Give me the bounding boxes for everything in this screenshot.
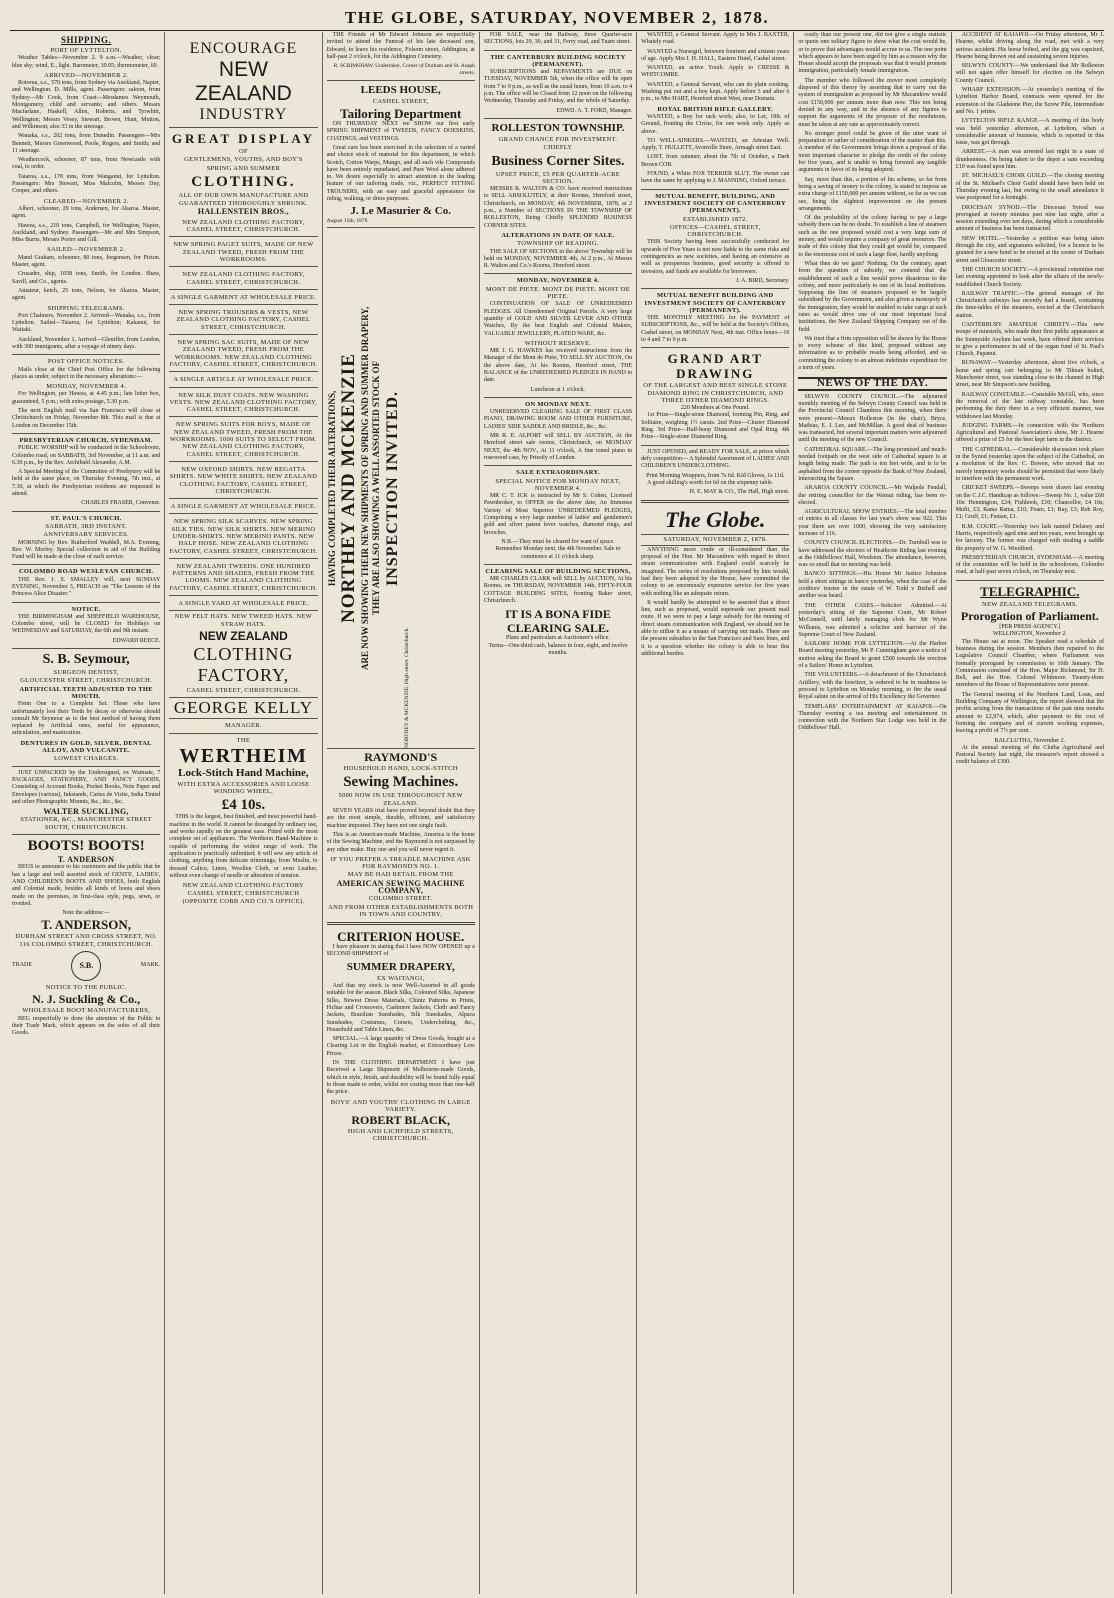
shipping-text: Weathercock, schooner, 87 tons, from Newcastle with coal, to order.: [12, 157, 161, 171]
cleared-heading: CLEARED—NOVEMBER 2.: [43, 197, 129, 205]
divider: [641, 288, 789, 289]
shipping-text: Albert, schooner, 29 tons, Andersen, for Akaroa. Master, agent.: [12, 205, 161, 220]
factory-line: NEW ZEALAND CLOTHING FACTORY: [182, 882, 305, 890]
criterion-heading: CRITERION HOUSE.: [337, 929, 465, 945]
society-text: THE MONTHLY MEETING for the PAYMENT of SUBSCRIPTIONS, &c., will be held at the Society's Offices, Cashel street, on MONDAY Next, 4th inst. Office hours—10 to 4 and 7 to 9 p.m.: [641, 315, 790, 343]
auction-text: UNRESERVED CLEARING SALE OF FIRST CLASS PIANO, DRAWING ROOM AND OTHER FURNITURE, LADIES' SIDE SADDLE AND BRIDLE, &c., &c.: [483, 409, 633, 430]
nz-heading-2: NEW ZEALAND: [199, 628, 288, 643]
shipping-heading: SHIPPING.: [61, 35, 112, 45]
sac-suits-ad: NEW SPRING SAC SUITS, MADE OF NEW ZEALAND TWEED, FRESH FROM THE WORKROOMS. NEW ZEALAND CLOTHING FACTORY, CASHEL STREET, CHRISTCHURCH.: [169, 337, 317, 372]
spring-line: SPRING AND SUMMER: [206, 164, 281, 172]
dentist-address: GLOUCESTER STREET, CHRISTCHURCH.: [20, 677, 153, 685]
news-item: RAILWAY TRAFFIC.—The general manager of the Christchurch railways has recently had a board, containing the time-tables of the steamers, erected at the Christchurch station.: [955, 290, 1104, 319]
tailoring-text: Great care has been exercised in the selection of a varied and choice stock of material for this department, in which Scotch, Cotton Warps, Mungo, and all such vile Compounds have been entirely repudiated, and Pure Wool alone adhered to. We desire especially to attract attention to the leading feature of our tailoring trade, viz., PERFECT FITTING TROUSERS, with an easy and graceful appearance for riding, walking, or dress purposes.: [326, 144, 475, 203]
funeral-notice: THE Friends of Mr Edward Johnson are respectfully invited to attend the Funeral of his late deceased son, Edward, to leave his residence, Folsom street, Addington, at half-past 2 o'clock, for the Addington Cemetery.: [326, 32, 475, 60]
notice-text: THE BIRMINGHAM and SHEFFIELD WAREHOUSE, Colombo street, will be CLOSED for Holidays on WEDNESDAY and SATURDAY, the 6th and 9th instant.: [12, 613, 161, 635]
editorial-text: The member who followed the mover most completely disposed of this theory by asserting that to carry out the system of immigration as proposed by Mr Macandrew would cost £150,000 per annum more than now. This not being denied in any way, and in the absence of any figures to support the arguments of the proposer of the resolutions, must be taken at any rate as approximately correct.: [798, 77, 947, 128]
wertheim-heading: WERTHEIM: [179, 744, 308, 767]
news-item: ST. MICHAEL'S CHOIR GUILD.—The closing meeting of the St. Michael's Choir Guild should have been held on Thursday evening last, but owing to the small attendance it was postponed for a fortnight.: [955, 173, 1104, 202]
dateline: BALCLUTHA, November 2.: [994, 737, 1066, 744]
underclothing-ad: JUST OPENED, and READY FOR SALE, at prices which defy competition— A Splendid Assortment of LADIES' AND CHILDREN'S UNDERCLOTHING.: [641, 448, 790, 470]
investment-line: GRAND CHANCE FOR INVESTMENT.: [498, 135, 618, 143]
tailoring-heading: Tailoring Department: [340, 106, 462, 122]
column-7: [952, 32, 1108, 1594]
paget-suits: NEW SPRING PAGET SUITS, MADE OF NEW ZEALAND TWEED, FRESH FROM THE WORKROOMS.: [169, 239, 317, 267]
news-item: THE VOLUNTEERS.—A detachment of the Christchurch Artillery, with the howitzer, is ordered to be in readiness to proceed to Lyttelton on Monday morning, to fire the usual Royal salute on the arrival of His Excellency the Governor.: [798, 672, 947, 701]
factory-line: NEW ZEALAND CLOTHING FACTORY, CASHEL STREET, CHRISTCHURCH.: [169, 269, 317, 290]
industry-heading: INDUSTRY: [199, 106, 288, 123]
the-line: THE: [236, 736, 251, 744]
news-item: JUDGING FARMS.—In connection with the Northern Agricultural and Pastoral Association's show, Mr J. Hearne offered a prize of £5 for the best kept farm in the district.: [955, 422, 1104, 444]
tailoring-text: ON THURSDAY NEXT we SHOW our first early SPRING SHIPMENT of TWEEDS, FANCY DOESKINS, COATINGS, and VESTINGS.: [326, 121, 475, 142]
news-item: THE CHURCH SOCIETY.—A provisional committee met last evening appointed to look after the affairs of the newly-established Church Society.: [955, 266, 1104, 288]
sabbath-line: SABBATH, 3RD INSTANT.: [45, 522, 127, 530]
mutual-heading-2: MUTUAL BENEFIT BUILDING AND INVESTMENT SOCIETY OF CANTERBURY (PERMANENT).: [644, 292, 787, 314]
single-article: A SINGLE ARTICLE AT WHOLESALE PRICE.: [169, 374, 317, 387]
cashel-line: CASHEL STREET, CHRISTCHURCH.: [186, 686, 301, 694]
wanted-ad: WANTED, a General Servant. Apply to Mrs J. BAXTER, Whately road.: [641, 32, 790, 46]
vertical-line: NORTHEY & MCKENZIE, High street, Christchurch.: [403, 627, 410, 749]
signature: EDWD. A. T. FORD, Manager.: [556, 107, 633, 114]
shipping-text: Auckland, November 1. Arrived—Gleniffer, from London, with 300 immigrants, after a voyage of ninety days.: [12, 336, 161, 350]
next-monday-heading: ON MONDAY NEXT.: [525, 400, 591, 408]
mutual-heading: MUTUAL BENEFIT, BUILDING, AND INVESTMENT SOCIETY OF CANTERBURY (PERMANENT).: [644, 192, 787, 215]
remember-line: Remember Monday next, the 4th November. Sale to commence at 11 o'clock sharp.: [495, 546, 621, 560]
business-heading: Business Corner Sites.: [491, 153, 625, 169]
editorial-text: What then do we gain? Nothing. On the contrary, apart from the question of subsidy, we contend that the establishment of such a line would prove disastrous to the colony, and more particularly to one of its local institutions. Supposing the line of steamers proposed to be largely subsidised by the Government, and also given a monopoly of the immigration, they would be enabled to take cargo at such rates as would drive one of our most important local institutions, the New Zealand Shipping Company out of the field.: [798, 260, 947, 333]
raymond-heading: RAYMOND'S: [364, 750, 438, 765]
auction-text: MR CHARLES CLARK will SELL by AUCTION, At his Rooms, on THURSDAY, NOVEMBER 14th, FIFTY-FOUR COTTAGE BUILDING SITES, fronting Baker street, Christchurch.: [483, 576, 633, 604]
piete-heading: MONT DE PIETE. MONT DE PIETE. MONT DE PIETE.: [485, 285, 631, 301]
found-ad: FOUND, a White FOX TERRIER SLUT. The owner can have the same by applying to J. MANNING, Oxford terrace.: [641, 171, 790, 185]
vertical-line: ARE NOW SHOWING THEIR NEW SHIPMENTS OF SPRING AND SUMMER DRAPERY,: [359, 306, 370, 670]
editorial-text: ANYTHING more crude or ill-considered than the proposal of the Hon. Mr Macandrew with regard to direct steam communication with England could scarcely be imagined. The series of resolutions proposed by him would, had they been adopted by the House, have committed the colony to an enormously expensive service for five years with nothing like an adequate return.: [641, 546, 790, 597]
art-drawing-heading: GRAND ART DRAWING: [667, 351, 763, 382]
divider: [12, 511, 160, 512]
kelly-name: GEORGE KELLY: [169, 697, 317, 719]
column-3: [323, 32, 480, 1594]
suckling-address: STATIONER, &C., MANCHESTER STREET SOUTH, CHRISTCHURCH.: [20, 816, 153, 831]
divider: [12, 354, 160, 355]
news-item: CRICKET SWEEPS.—Sweeps were drawn last evening on the C.J.C. Handicap as follows:—Sweep No. 1, value £68 10s: Hennington, £24; Fishhook, £10; Chancellor, £4 10s; Mufti, £3; Rama Rama, £10; Foam, £1; Bay, £3; Rob Roy, £1; Gruff, £1; Fenian, £1.: [955, 485, 1104, 521]
auction-text: THE SALE OF SECTIONS in the above Township will be held on MONDAY, NOVEMBER 4th, At 2 p.m., At Messrs R. Walton and Co.'s Rooms, Hereford street.: [483, 248, 633, 270]
seal-text: S.B.: [79, 961, 94, 971]
wesleyan-heading: COLOMBO ROAD WESLEYAN CHURCH.: [18, 568, 154, 576]
news-item: RAILWAY CONSTABLE.—Constable McGill, who, since the removal of the late railway constable, has been performing the duty there in a very efficient manner, was withdrawn last Monday.: [955, 391, 1104, 420]
nb-line: N.B.—They must be cleared for want of space.: [501, 538, 615, 545]
divider: [956, 580, 1104, 581]
shilling-line: A good shilling's worth for 6d on the sixpenny table.: [647, 479, 774, 486]
column-1: [8, 32, 165, 1594]
established-line: ESTABLISHED 1872.: [683, 215, 748, 223]
lockstitch-heading: Lock-Stitch Hand Machine,: [178, 766, 309, 779]
post-text: For Wellington, per Hawea, at 4.45 p.m.; late letter box, guaranteed, 5 p.m.; with extra postage, 5.30 p.m.: [12, 391, 161, 405]
editorial-text: costly than our present one, did not give a single statistic or quote one solitary figure to show what the cost would be, or to prove that advantages would accrue to us. The one point which appears to have been urged by him as a reason why the House should accept the proposals was that it would promote immigration, particularly female immigration.: [798, 32, 947, 75]
divider: [641, 347, 789, 348]
scarves-ad: NEW SPRING SILK SCARVES. NEW SPRING SILK TIES. NEW SILK SHIRTS. NEW MERINO UNDER-SHIRTS. NEW MERINO PANTS. NEW HALF HOSE. NEW ZEALAND CLOTHING FACTORY, CASHEL STREET, CHRISTCHURCH.: [169, 516, 317, 558]
criterion-text: I have pleasure in stating that I have NOW OPENED up a SECOND SHIPMENT of: [326, 944, 475, 958]
news-item: CATHEDRAL SQUARE.—The long-promised and much-needed footpath on the west side of Cathedral square is at length being made. The path is ten feet wide, and is to be asphalted from the corner opposite the Bank of New Zealand, intersecting the Square.: [798, 446, 947, 482]
suckling-co-name: N. J. Suckling & Co.,: [32, 992, 141, 1007]
news-item: THE CATHEDRAL.—Considerable discussion took place in the Synod yesterday upon the subject of the Cathedral, on a resolution of the Rev. C. Bowen, who moved that no merely temporary works should be permitted that were likely to interfere with the permanent work.: [955, 446, 1104, 482]
shipping-text: Hawea, s.s., 210 tons, Campbell, for Wellington, Napier, Auckland, and Sydney. Passengers—Mr and Mrs Simpson, Miss Burns, Messrs Porter and Gill.: [12, 222, 161, 244]
port-heading: PORT OF LYTTELTON.: [50, 47, 122, 54]
divider: [484, 118, 632, 119]
divider: [327, 922, 475, 925]
news-item: SELWYN COUNTY COUNCIL.—The adjourned monthly meeting of the Selwyn County Council was held in the Provincial Council Chambers this morning, when there were present—Messrs Rolleston (in the chair), Bryce, Mathias, E. J. Lee, and McMillan. A good deal of business was transacted, but several important matters were adjourned until the meeting of the new Council.: [798, 393, 947, 444]
colombo-line: COLOMBO STREET.: [368, 895, 433, 903]
news-item: TEMPLARS' ENTERTAINMENT AT KAIAPOI.—On Thursday evening a tea meeting and entertainment in connection with the Northern Star Lodge was held in the Oddfellows' Hall.: [798, 703, 947, 732]
divider: [484, 465, 632, 466]
largest-line: OF THE LARGEST AND BEST SINGLE STONE DIAMOND RING IN CHRISTCHURCH, AND THREE OTHER DIAMOND RINGS.: [643, 382, 788, 404]
stationery-text: JUST UNPACKED by the Undersigned, ex Waimate, 7 PACKAGES, STATIONERY, AND FANCY GOODS, Consisting of Account Books, Pocket Books, Note Paper and Envelopes (various), Inkstands, Cartes de Visite, India Tinted and other Photographic Mounts, &c., &c., &c.: [12, 769, 161, 805]
divider: [641, 445, 789, 446]
wanted-ad: WANTED a Nursegirl, between fourteen and sixteen years of age. Apply Mrs J. H. HALL, Eastern Hotel, Cashel street.: [641, 48, 790, 62]
treadle-line: IF YOU PREFER A TREADLE MACHINE ASK FOR RAYMOND'S NO. 1.: [330, 855, 471, 871]
church-text: MORNING by Rev. Rutherford Waddell, M.A. Evening, Rev. W. Morley. Special collection in aid of the Building Fund will be made at the close of each service.: [12, 539, 161, 561]
news-item: BANCO SITTINGS.—His Honor Mr Justice Johnston held a short sittings in banco yesterday, when the case of the creditors' trustee in the estate of W. Todd v Bethell and another was heard.: [798, 571, 947, 600]
shipping-text: Port Chalmers, November 2. Arrived—Wanaka, s.s., from Lyttelton. Sailed—Taiaroa, for Lyttelton; Kakanui, for Waitaki.: [12, 312, 161, 334]
masthead: THE GLOBE, SATURDAY, NOVEMBER 2, 1878.: [10, 6, 1104, 31]
monday-heading: MONDAY, NOVEMBER 4.: [516, 277, 600, 285]
lemasurier-date: August 15th, 1878.: [326, 218, 369, 225]
trousers-ad: NEW SPRING TROUSERS & VESTS, NEW ZEALAND CLOTHING FACTORY, CASHEL STREET, CHRISTCHURCH.: [169, 307, 317, 335]
shipping-text: Amateur, ketch, 25 tons, Nelson, for Akaroa. Master, agent.: [12, 287, 161, 302]
factory-address: CASHEL STREET, CHRISTCHURCH (OPPOSITE COBB AND CO.'S OFFICE).: [182, 890, 305, 905]
divider: [641, 500, 789, 503]
factory-line: NEW ZEALAND CLOTHING FACTORY, CASHEL STREET, CHRISTCHURCH.: [169, 217, 317, 238]
shirts-ad: NEW OXFORD SHIRTS. NEW REGATTA SHIRTS. NEW WHITE SHIRTS. NEW ZEALAND CLOTHING FACTORY, CASHEL STREET, CHRISTCHURCH.: [169, 464, 317, 499]
telegram-text: The House sat at noon. The Speaker read a schedule of business during the session. Members then repaired to the Legislative Council Chamber, where Parliament was formally prorogued by commission to 16th January. The Commission consisted of the Hon. Major Richmond, Sir D. Bell, and the Hon. Colonel Whitmore. Twenty-three members of the House of Representatives were present.: [955, 638, 1104, 689]
auction-text: MESSRS R. WALTON & CO. have received instructions to SELL ABSOLUTELY, at their Rooms, Hereford street, Christchurch, on MONDAY, 4th NOVEMBER, 1878, at 2 p.m., a Number of SECTIONS IN THE TOWNSHIP OF ROLLESTON, Being Chiefly SPLENDID BUSINESS CORNER SITES.: [483, 186, 633, 229]
plans-line: Plans and particulars at Auctioneer's office.: [506, 635, 610, 642]
auction-text: CONTINUATION OF SALE OF UNREDEEMED PLEDGES. All Unredeemed Original Parcels. A very large quantity of GOLD AND SILVER LEVER AND OTHER Watches, By the best English and Colonial Makers, VALUABLE JEWELLERY, PLATED WARE, &c.: [483, 301, 633, 337]
arrived-heading: ARRIVED—NOVEMBER 2.: [44, 71, 129, 79]
undertaker-signature: R. SCRIMSHAW, Undertaker, Corner of Durham and St. Asaph streets.: [333, 63, 475, 76]
anderson-address: DURHAM STREET AND CROSS STREET, NO. 116 COLOMBO STREET, CHRISTCHURCH.: [15, 933, 157, 948]
divider: [169, 127, 317, 128]
column-4: [480, 32, 637, 1594]
clothing-heading: CLOTHING.: [191, 173, 296, 190]
anniversary-line: ANNIVERSARY SERVICES.: [43, 531, 129, 539]
boots-heading: BOOTS! BOOTS!: [27, 838, 145, 855]
news-item: WHARF EXTENSION.—At yesterday's meeting of the Lyttelton Harbor Board, contracts were opened for the extension of the Gladstone Pier, the Screw Pile, Intermediate and No. 1 jetties.: [955, 87, 1104, 115]
reserve-line: WITHOUT RESERVE.: [524, 339, 592, 347]
church-text: THE Rev. J. S. SMALLEY will, next SUNDAY EVENING, November 3, PREACH on "The Lessons of the Princess Alice Disaster.": [12, 576, 161, 598]
dentures-line: DENTURES IN GOLD, SILVER, DENTAL ALLOY, AND VULCANITE.: [20, 739, 152, 755]
summer-drapery-heading: SUMMER DRAPERY,: [346, 960, 455, 973]
news-item: AGRICULTURAL SHOW ENTRIES.—The total number of entries in all classes for last year's show was 922. This year there are over 1000, showing the very satisfactory increase of 116.: [798, 509, 947, 537]
clothing-factory-heading: CLOTHING FACTORY,: [193, 643, 294, 685]
news-item: SAILORS' HOME FOR LYTTELTON.—At the Harbor Board meeting yesterday, Mr P. Cunningham gave a notice of motion asking the Board to grant £500 towards the erection of a Sailors' Home in Lyttelton.: [798, 641, 947, 670]
leeds-heading: LEEDS HOUSE,: [360, 83, 441, 96]
new-zealand-heading: NEW ZEALAND: [194, 58, 292, 105]
divider: [327, 80, 475, 81]
great-display-heading: GREAT DISPLAY: [171, 131, 315, 146]
wanted-ad: WANTED, a Boy for rack work; also, to Let, 18ft. of Ground, fronting the Circus, for one week only. Apply as above.: [641, 113, 790, 135]
st-pauls-heading: ST. PAUL'S CHURCH.: [50, 514, 122, 522]
telegrams-heading: SHIPPING TELEGRAMS.: [47, 304, 125, 312]
members-line: 220 Members at One Pound.: [680, 405, 750, 412]
notice-public: NOTICE TO THE PUBLIC.: [45, 983, 127, 991]
criterion-text: And that my stock is now Well-Assorted in all goods suitable for the season. Black Silks, Coloured Silks, Japanese Silks, Newest Dress Materials, Chintz Patterns in Prints, Fichus and Crossovers, Cashmere Jackets, Cloth and Fancy Jackets, Brazilian Sunshades, Silk Sunshades, Alpaca Sunshades, Costumes, Corsets, Underclothing, &c., Household and Table Linen, &c.: [326, 983, 475, 1033]
wholesale-line: WHOLESALE BOOT MANUFACTURERS,: [22, 1007, 151, 1015]
gallery-heading: ROYAL BRITISH RIFLE GALLERY.: [657, 105, 774, 113]
canterbury-heading: THE CANTERBURY BUILDING SOCIETY (PERMANENT).: [490, 53, 626, 68]
telegram-text: The General meeting of the Northern Land, Loan, and Building Company of Wellington, the report showed that the profits arising from the transactions of the past nine months amount to £2,974, which, after payment to the cost of forming the company and of current working expenses, leaving a profit of 7½ per cent.: [955, 691, 1104, 735]
coats-ad: NEW SILK DUST COATS. NEW WASHING VESTS. NEW ZEALAND CLOTHING FACTORY, CASHEL STREET, CHRISTCHURCH.: [169, 390, 317, 418]
anderson-name-large: T. ANDERSON,: [41, 917, 131, 933]
news-item: RUNAWAY.—Yesterday afternoon, about five o'clock, a horse and spring cart belonging to Mr Tilman bolted, Manchester street, was standing close to the channel in High street, near Mr Simpson's new building.: [955, 360, 1104, 389]
shipping-text: Mand Graham, schooner, 80 tons, Jorgensen, for Picton. Master, agent.: [12, 254, 161, 269]
wertheim-price: £4 10s.: [221, 797, 266, 814]
trademark-row: [12, 951, 160, 981]
vertical-heading: NORTHEY AND MCKENZIE: [337, 353, 359, 624]
manager-line: MANAGER.: [224, 722, 262, 730]
retail-line: MAY BE HAD RETAIL FROM THE: [347, 871, 454, 879]
terms-line: Terms—One-third cash, balance in four, eight, and twelve months.: [488, 642, 628, 656]
black-address: HIGH AND LICHFIELD STREETS, CHRISTCHURCH.: [347, 1128, 454, 1143]
signature: J. A. BIRD, Secretary.: [735, 277, 790, 284]
wanted-ad: WANTED, an active Youth. Apply to CRESSE & WHITCOMBE.: [641, 65, 790, 79]
dateline: WELLINGTON, November 2.: [992, 631, 1067, 638]
column-6: [794, 32, 951, 1594]
shipping-text: Rotorua, s.s., 570 tons, from Sydney via Auckland, Napier, and Wellington. D. Mills, agent. Passengers: saloon, from Sydney—Mr Cook, from Coast—Mesdames Weymouth, Montgomery, child and servants; and others. Messrs Macfarlane, Haskell, Allen, Roberts, and Tyrwhitt, Wellington; Messrs Vesey, Stewart, Brown, Hunt, Mutton, and Wilkinson; also 33 in the steerage.: [12, 80, 161, 130]
divider: [641, 189, 789, 190]
news-item: ARREST.—A man was arrested last night in a state of drunkenness. On being taken to the depot a sum exceeding £10 was found upon him.: [955, 149, 1104, 171]
extra-line: WITH EXTRA ACCESSORIES AND LOOSE WINDING WHEEL,: [177, 780, 310, 796]
prizes-text: 1st Prize—Single-stone Diamond, forming Pin, Ring, and Solitaire, weighing 1½ carats. 2nd Prize—Cluster Diamond Ring. 3rd Prize—Half-hoop Diamond and Opal Ring. 4th Prize—Single-stone Diamond Ring.: [641, 412, 790, 441]
sewing-heading: Sewing Machines.: [343, 774, 459, 791]
news-item: THE OTHER CASES.—Solicitor Admitted.—At yesterday's sitting of the Supreme Court, Mr Robert McConnell, until lately managing clerk for Mr Wynn Williams, was admitted a solicitor and barrister of the Supreme Court of New Zealand.: [798, 602, 947, 638]
wanted-ad: TO WELL-SINKERS.—WANTED, an Artesian Well. Apply, T. HULLETT, Avonville Store, Armagh street East.: [641, 137, 790, 152]
manufacture-line: ALL OF OUR OWN MANUFACTURE AND: [178, 191, 309, 199]
globe-date: SATURDAY, NOVEMBER 2, 1878.: [641, 534, 789, 545]
news-item: SELWYN COUNTY.—We understand that Mr Rolleston will not again offer himself for election on the Selwyn County Council.: [955, 63, 1104, 84]
of-line: OF: [238, 148, 248, 155]
may-signature: H. E. MAY & CO., The Hall, High street.: [689, 489, 790, 496]
hats-ad: NEW FELT HATS. NEW TWEED HATS. NEW STRAW HATS.: [174, 613, 313, 628]
suckling-name: WALTER SUCKLING,: [43, 807, 129, 817]
criterion-text: SPECIAL.—A large quantity of Dress Goods, bought at a Clearing Lot in the English market, at Extraordinary Low Prices.: [326, 1036, 475, 1057]
signature: EDWARD REECE.: [112, 637, 161, 644]
vertical-line: THEY ARE ALSO SHOWING A WELL ASSORTED STOCK OF: [370, 361, 381, 616]
news-item: AKAROA COUNTY COUNCIL.—Mr Walpole Fendall, the retiring councillor for the Wainui riding, has been re-elected.: [798, 485, 947, 506]
news-item: CANTERBURY AMATEUR CHRISTY.—This new troupe of minstrels, who made their first public appearance at the Sunnyside Asylum last week, have offered their services to give a performance in aid of the organ fund of St. Paul's Church, Papanui.: [955, 321, 1104, 358]
post-text: The next English mail via San Francisco will close at Christchurch on Friday, November 8th. This mail is due at London on December 15th.: [12, 408, 161, 429]
divider: [12, 564, 160, 565]
lemasurier-name: J. Le Masurier & Co.: [350, 205, 452, 218]
news-of-the-day-heading: NEWS OF THE DAY.: [798, 377, 946, 390]
boys-suits-ad: NEW SPRING SUITS FOR BOYS, MADE OF NEW ZEALAND TWEED, FRESH FROM THE WORKROOMS. 1000 SUITS TO SELECT FROM. NEW ZEALAND CLOTHING FACTORY, CASHEL STREET, CHRISTCHURCH.: [169, 419, 317, 461]
editorial-text: Of the probability of the colony having to pay a large subsidy there can be no doubt. To establish a line of steamers such as the one proposed would cost a very large sum of money, and would require a company of great resources. The trade of this colony that they could get would be, compared to the enormous cost of such a large fleet, hardly anything.: [798, 215, 947, 258]
signature: CHARLES FRASER, Convener.: [81, 500, 161, 507]
divider: [12, 766, 160, 767]
raymond-text: SEVEN YEARS trial have proved beyond doubt that they are the most simple, durable, efficient, and satisfactory machine imported. They have not one single fault.: [326, 808, 475, 829]
press-agency-line: [PER PRESS AGENCY.]: [999, 624, 1061, 631]
black-name: ROBERT BLACK,: [351, 1113, 451, 1128]
post-office-heading: POST OFFICE NOTICES.: [47, 358, 125, 366]
note-line: Note the address:—: [62, 910, 110, 917]
vertical-heading: INSPECTION INVITED.: [383, 390, 401, 586]
society-text: SUBSCRIPTIONS and REPAYMENTS are DUE on TUESDAY, NOVEMBER 5th, when the office will be open from 7 to 9 p.m., as well as the usual hours, from 10 a.m. to 4 p.m. The office will be Closed from 12 noon on the following Wednesday, Thursday and Friday, and the whole of Saturday.: [483, 69, 633, 105]
shipping-text: Crusader, ship, 1058 tons, Smith, for London. Shaw, Savill, and Co., agents.: [12, 271, 161, 285]
rolleston-heading: ROLLESTON TOWNSHIP.: [491, 121, 625, 134]
single-garment: A SINGLE GARMENT AT WHOLESALE PRICE.: [169, 292, 317, 305]
nz-telegrams-heading: NEW ZEALAND TELEGRAMS.: [981, 600, 1078, 608]
trade-label: TRADE: [12, 962, 32, 969]
american-company: AMERICAN SEWING MACHINE COMPANY,: [336, 878, 465, 895]
bona-fide-heading: IT IS A BONA FIDE CLEARING SALE.: [505, 607, 611, 636]
church-text: A Special Meeting of the Committee of Presbytery will be held at the same place, on Thursday Evening, 7th inst., at 7.30, at which the Presbyterian residents are requested to attend.: [12, 469, 161, 498]
single-yard: A SINGLE YARD AT WHOLESALE PRICE.: [169, 598, 317, 611]
township-heading: TOWNSHIP OF READING.: [517, 240, 599, 248]
alterations-heading: ALTERATIONS IN DATE OF SALE.: [501, 231, 615, 239]
auction-text: MR R. E. ALPORT will SELL BY AUCTION, At the Hereford street sale rooms, Christchurch, on MONDAY NEXT, the 4th NOV., At 11 o'clock, A fine toned piano in rosewood case, by Priestly of London.: [483, 433, 633, 461]
auction-text: MR C. T. ICK is instructed by Mr S. Cohen, Licensed Pawnbroker, to OFFER on the above date, An Immense Variety of Most Superior UNREDEEMED PLEDGES, Comprising a very large number of ladies' and gentlemen's gold and silver patent lever watches, diamond rings, and brooches.: [483, 493, 633, 536]
clearing-heading: CLEARING SALE OF BUILDING SECTIONS,: [485, 567, 631, 575]
editorial-text: We trust that a firm opposition will be shown by the House to every scheme of this kind, proposed without any information as to probable results being afforded, and so committing the colony to an almost indefinite expenditure for a term of years.: [798, 335, 947, 372]
extraordinary-heading: SALE EXTRAORDINARY.: [516, 469, 600, 477]
boots-text: BEGS to announce to his customers and the public that he has a large and well assorted stock of GENTS', LADIES', AND CHILDREN'S BOOTS AND SHOES, both English and Colonial made, besides all kinds of boots and shoes made on the premises, in first-class style, pegs, sewn, or rivetted.: [12, 864, 161, 907]
notice-heading: NOTICE.: [71, 605, 101, 613]
divider: [484, 397, 632, 398]
sailed-heading: SAILED—NOVEMBER 2.: [47, 246, 126, 254]
news-item: DIOCESAN SYNOD.—The Diocesan Synod was prorogued at twenty minutes past nine last night, after a session extending over ten days, during which a considerable amount of business has been transacted.: [955, 204, 1104, 233]
telegram-text: At the annual meeting of the Clutha Agricultural and Pastoral Society last night, the treasurer's report showed a credit balance of £300.: [955, 744, 1104, 766]
news-item: COUNTY COUNCIL ELECTIONS.—Dr. Turnbull was to have addressed the electors of Heathcote Riding last evening at the Oddfellows' Hall, Woolston. The attendance, however, was so small that no meeting was held.: [798, 540, 947, 569]
editorial-text: It would hardly be attempted to be asserted that a direct line, such as proposed, would supersede our present mail route. If we were to pay a large subsidy for the running of direct steam communication with England, we should not be able to utilise it as a means of carrying our mails. There are the present subsidies to the San Francisco and Suez lines, and it is a question whether the colony is able to bear this additional burden.: [641, 599, 790, 657]
raymond-text: This is an American-made Machine, America is the home of the Sewing Machine, and the Raymond is not surpassed by any other make. Buy one and you will never regret it.: [326, 831, 475, 853]
tweeds-ad: NEW ZEALAND TWEEDS. ONE HUNDRED PATTERNS AND SHADES, FRESH FROM THE LOOMS. NEW ZEALAND CLOTHING FACTORY, CASHEL STREET, CHRISTCHURCH.: [169, 561, 317, 596]
news-item: NEW HOTEL.—Yesterday a petition was being taken through the city, and signatures solicited, for a licence to be granted for a new hotel to be erected at the corner of Durham street and Gloucester street.: [955, 235, 1104, 264]
globe-title: The Globe.: [665, 507, 766, 533]
column-2: [165, 32, 322, 1594]
boys-clothing-line: BOYS' AND YOUTHS' CLOTHING IN LARGE VARIETY.: [330, 1098, 471, 1113]
offices-line: OFFICES—CASHEL STREET, CHRISTCHURCH.: [669, 223, 761, 239]
waitangi-line: EX WAITANGI,: [377, 974, 425, 982]
sale-notice: FOR SALE, near the Railway, three Quarter-acre SECTIONS, lots 29, 30, and 31, Ferry road, and Tuam street.: [483, 32, 633, 46]
divider: [484, 564, 632, 565]
seal-icon: [71, 951, 101, 981]
lost-ad: LOST, from summer, about the 7th of October, a Dark Brown COB.: [641, 154, 790, 168]
divider: [12, 834, 160, 835]
wanted-ad: WANTED, a General Servant, who can do plain cooking. Washing put out and a boy kept. Apply before 3 and after 6 p.m., to Mrs HART, Hereford street West, near Domain.: [641, 81, 790, 103]
in-use-line: 5000 NOW IN USE THROUGHOUT NEW ZEALAND.: [338, 792, 463, 807]
criterion-text: IN THE CLOTHING DEPARTMENT I have just Received a Large Shipment of Melbourne-made Goods, which in style, finish, and durability will be found fully equal to those made to order, whilst not costing more than one-half the price.: [326, 1060, 475, 1096]
agents-line: AND FROM OTHER ESTABLISHMENTS BOTH IN TOWN AND COUNTRY.: [328, 903, 474, 918]
anderson-name: T. ANDERSON: [57, 855, 115, 865]
post-date: MONDAY, NOVEMBER 4.: [46, 383, 127, 391]
church-text: PUBLIC WORSHIP will be conducted in the Schoolroom, Colombo road, on SABBATH, 3rd November, at 11 a.m. and 6.30 p.m., by the Rev. Archibald Alexander, A.M.: [12, 445, 161, 466]
mark-label: MARK.: [140, 962, 161, 969]
prorogation-heading: Prorogation of Parliament.: [960, 609, 1099, 624]
news-item: R.M. COURT.—Yesterday two lads named Delaney and Harris, respectively aged nine and ten years, were brought up for larceny. The former was charged with stealing a saddle the property of W. G. Woodford.: [955, 523, 1104, 552]
divider: [484, 50, 632, 51]
gentlemens-line: GENTLEMENS, YOUTHS, AND BOY'S: [184, 156, 303, 164]
news-item: PRESBYTERIAN CHURCH, SYDENHAM.—A meeting of the committee will be held in the schoolroom, Colombo road, at half-past seven o'clock, on Thursday next.: [955, 554, 1104, 576]
editorial-text: Say, more than this, a portion of his scheme, so far from being a saving of money to the colony, is stated to impose an extra charge of £150,000 per annum without, so far as we can see, being the slightest improvement on the present arrangements.: [798, 176, 947, 212]
chiefly-line: CHIEFLY: [543, 144, 573, 152]
special-notice: SPECIAL NOTICE FOR MONDAY NEXT, NOVEMBER 4.: [495, 477, 621, 492]
cashel-line: CASHEL STREET,: [372, 97, 429, 105]
encourage-heading: ENCOURAGE: [189, 40, 298, 57]
society-text: THIS Society having been successfully conducted for upwards of Five Years is not now liable to the same risks and contingencies as new societies, and having an extensive as well as prosperous business, good security is offered to investors, and funds are available for borrowers.: [641, 239, 790, 275]
telegraphic-heading: TELEGRAPHIC.: [980, 583, 1080, 599]
guaranteed-line: GUARANTEED THOROUGHLY SHRUNK.: [179, 200, 308, 208]
news-item: ACCIDENT AT KAIAPOI.—On Friday afternoon, Mr J. Hearne, whilst driving along the road, met with a very serious accident. His horse bolted, and the gig was capsized, Hearne being thrown out and sustaining severe injuries.: [955, 32, 1104, 60]
shipping-text: Wanaka, s.s., 202 tons, from Dunedin. Passengers—Mrs Bennett, Messrs Greenwood, Poole, Rogers, and Smith; and 11 steerage.: [12, 133, 161, 154]
editorial-text: No stronger proof could be given of the utter want of preparation or rather of consideration of the matter than this. A member of the Government brings down a proposal of the most important character to pledge the credit of the colony for five years, and is unable to bring forward any tangible arguments in favor of its being adopted.: [798, 130, 947, 174]
divider: [169, 733, 317, 734]
divider: [12, 648, 160, 649]
divider: [12, 602, 160, 603]
presbyterian-heading: PRESBYTERIAN CHURCH, SYDENHAM.: [19, 436, 153, 444]
single-garment: A SINGLE GARMENT AT WHOLESALE PRICE.: [169, 501, 317, 514]
dentist-text: From One to a Complete Set. Those who have unfortunately lost their Teeth by decay or otherwise should consult Mr Seymour as to the best method of having them replaced by Artificial ones, useful for appearance, articulation, and mastication.: [12, 701, 161, 737]
teeth-heading: ARTIFICIAL TEETH ADJUSTED TO THE MOUTH.: [19, 685, 153, 700]
wertheim-text: THIS is the largest, best finished, and most powerful hand-machine in the world. It cannot be deranged by ordinary use, and works rapidly on the greatest ease. Fitted with the most complete set of appliances. The Wertheim Hand-Machine is capable of performing the widest range of work. The application is practically unlimited; it will sew any article of clothing, anything from delicate trimmings, from Muslin, to dressed Calico, Linen, Woollen Cloth, or even Leather, without even change of needle or alteration of tension.: [169, 814, 318, 879]
auction-text: MR J. G. HAWKES has received instructions from the Manager of the Mont de Piete, TO SELL BY AUCTION, On the above date, At his Rooms, Hereford street, THE BALANCE of the UNREDEEMED PLEDGES IN HAND to date.: [483, 348, 633, 384]
weather-text: Weather Tables—November 2. 9 a.m.—Weather, clear; blue sky; wind, E., light. Barometer, 30.05; thermometer, 60.: [12, 55, 161, 69]
charges-line: LOWEST CHARGES.: [53, 755, 119, 763]
vertical-line: HAVING COMPLETED THEIR ALTERATIONS,: [326, 390, 337, 586]
divider: [484, 273, 632, 274]
dentist-title: SURGEON DENTIST,: [53, 669, 119, 677]
print-line: Print Morning Wrappers, from 7s 6d. Kid Gloves, 1s 11d.: [646, 472, 785, 479]
upset-line: UPSET PRICE, £5 PER QUARTER-ACRE SECTION.: [495, 170, 621, 185]
seymour-name: S. B. Seymour,: [42, 652, 130, 668]
shipping-text: Taiaroa, s.s., 178 tons, from Wanganui, for Lyttelton. Passengers: Mrs Stewart, Miss Malcolm, Messrs Day, Cooper, and others.: [12, 173, 161, 195]
news-item: LYTTELTON RIFLE RANGE.—A meeting of this body was held yesterday afternoon, at Lyttelton, when a considerable amount of business, which is reported in this issue, was got through.: [955, 118, 1104, 147]
northey-mckenzie-ad: [327, 227, 475, 749]
divider: [12, 433, 160, 434]
luncheon-line: Luncheon at 1 o'clock.: [530, 386, 586, 393]
household-line: HOUSEHOLD HAND, LOCK-STITCH: [343, 765, 458, 773]
post-text: Mails close at the Chief Post Office for the following places as under, subject to the necessary alterations:—: [12, 366, 161, 380]
trademark-text: BEG respectfully to draw the attention of the Public to their Trade Mark, which appears on the soles of all their Goods.: [12, 1015, 161, 1037]
columns: [8, 32, 1108, 1594]
hallenstein-name: HALLENSTEIN BROS.,: [197, 207, 289, 217]
column-5: [637, 32, 794, 1594]
